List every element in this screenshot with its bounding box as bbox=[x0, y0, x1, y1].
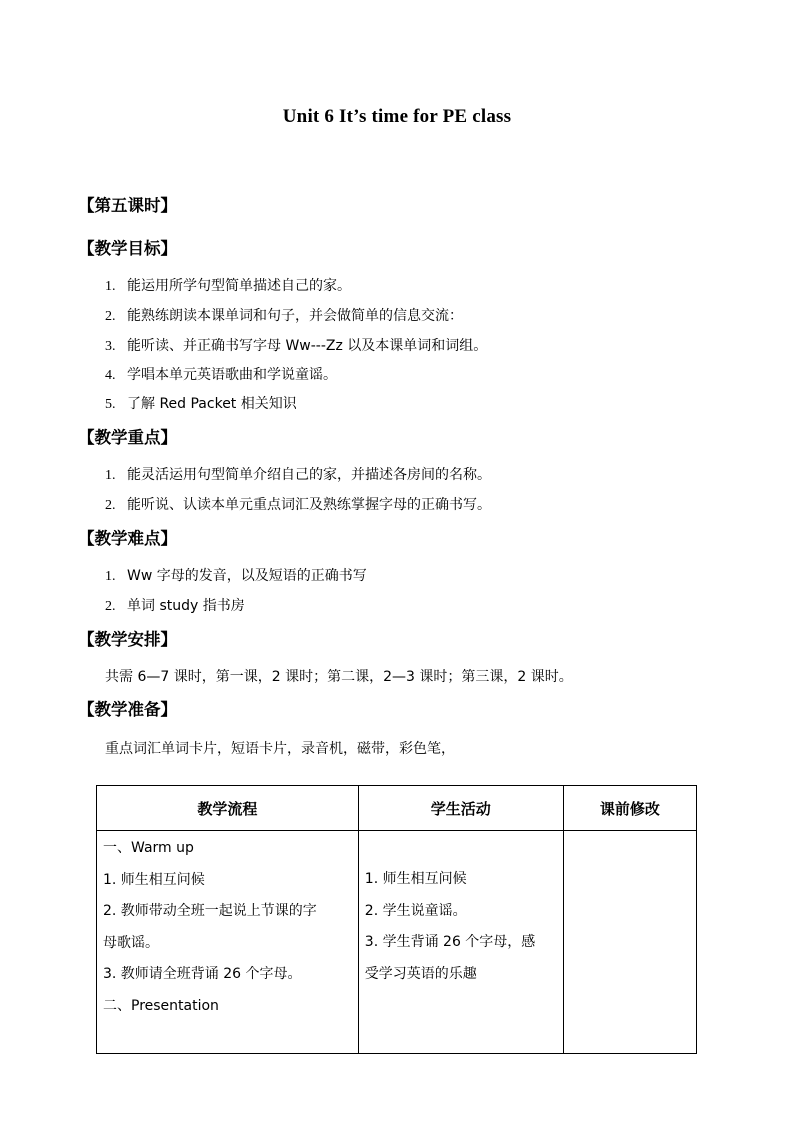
difficulties-heading: 【教学难点】 bbox=[78, 529, 177, 548]
item-text: 能灵活运用句型简单介绍自己的家，并描述各房间的名称。 bbox=[127, 467, 491, 483]
item-number: 1. bbox=[105, 569, 116, 584]
key-points-heading: 【教学重点】 bbox=[78, 428, 177, 447]
column-header-activities: 学生活动 bbox=[358, 786, 563, 831]
table-header-row bbox=[97, 786, 697, 831]
lesson-label: 【第五课时】 bbox=[78, 196, 177, 215]
schedule-text: 共需 6—7 课时，第一课，2 课时；第二课，2—3 课时；第三课，2 课时。 bbox=[105, 669, 573, 685]
item-text: Ww 字母的发音，以及短语的正确书写 bbox=[127, 568, 367, 584]
process-line: 1. 师生相互问候 bbox=[103, 871, 205, 888]
process-line: 母歌谣。 bbox=[103, 934, 159, 951]
page-title: Unit 6 It’s time for PE class bbox=[282, 106, 512, 127]
item-number: 1. bbox=[105, 468, 116, 483]
process-line: 一、Warm up bbox=[103, 840, 194, 856]
item-number: 2. bbox=[105, 599, 116, 614]
table-row bbox=[97, 831, 697, 1054]
objective-item bbox=[105, 305, 463, 325]
activity-line: 2. 学生说童谣。 bbox=[364, 902, 467, 919]
process-cell bbox=[97, 831, 359, 1054]
item-number: 2. bbox=[105, 309, 116, 324]
column-header-process: 教学流程 bbox=[97, 786, 359, 831]
item-text: 能听说、认读本单元重点词汇及熟练掌握字母的正确书写。 bbox=[127, 497, 491, 513]
item-text: 能听读、并正确书写字母 Ww---Zz 以及本课单词和词组。 bbox=[127, 338, 488, 354]
item-text: 学唱本单元英语歌曲和学说童谣。 bbox=[127, 367, 337, 383]
activities-cell bbox=[358, 831, 563, 1054]
notes-cell bbox=[563, 831, 696, 1054]
difficulty-item bbox=[105, 565, 367, 585]
key-point-item bbox=[105, 494, 491, 514]
item-number: 4. bbox=[105, 368, 116, 383]
item-number: 5. bbox=[105, 397, 116, 412]
objectives-heading: 【教学目标】 bbox=[78, 239, 177, 258]
item-text: 能熟练朗读本课单词和句子，并会做简单的信息交流： bbox=[127, 308, 463, 324]
objective-item bbox=[105, 275, 351, 295]
item-number: 1. bbox=[105, 279, 116, 294]
schedule-heading: 【教学安排】 bbox=[78, 630, 177, 649]
item-number: 3. bbox=[105, 339, 116, 354]
activity-line: 3. 学生背诵 26 个字母，感 bbox=[364, 934, 536, 950]
lesson-flow-table bbox=[96, 785, 697, 1054]
item-text: 能运用所学句型简单描述自己的家。 bbox=[127, 278, 351, 294]
preparation-text: 重点词汇单词卡片，短语卡片，录音机，磁带，彩色笔， bbox=[105, 741, 455, 757]
key-point-item bbox=[105, 464, 491, 484]
item-text: 单词 study 指书房 bbox=[127, 598, 245, 614]
column-header-notes: 课前修改 bbox=[563, 786, 696, 831]
objective-item bbox=[105, 364, 337, 384]
process-line: 2. 教师带动全班一起说上节课的字 bbox=[103, 903, 317, 919]
item-number: 2. bbox=[105, 498, 116, 513]
activity-line: 受学习英语的乐趣 bbox=[364, 965, 477, 982]
process-line: 3. 教师请全班背诵 26 个字母。 bbox=[103, 966, 302, 982]
objective-item bbox=[105, 335, 487, 355]
preparation-heading: 【教学准备】 bbox=[78, 700, 177, 719]
process-line: 二、Presentation bbox=[103, 997, 219, 1014]
difficulty-item bbox=[105, 595, 245, 615]
activity-line: 1. 师生相互问候 bbox=[364, 871, 467, 887]
item-text: 了解 Red Packet 相关知识 bbox=[127, 396, 297, 412]
objective-item bbox=[105, 393, 297, 413]
